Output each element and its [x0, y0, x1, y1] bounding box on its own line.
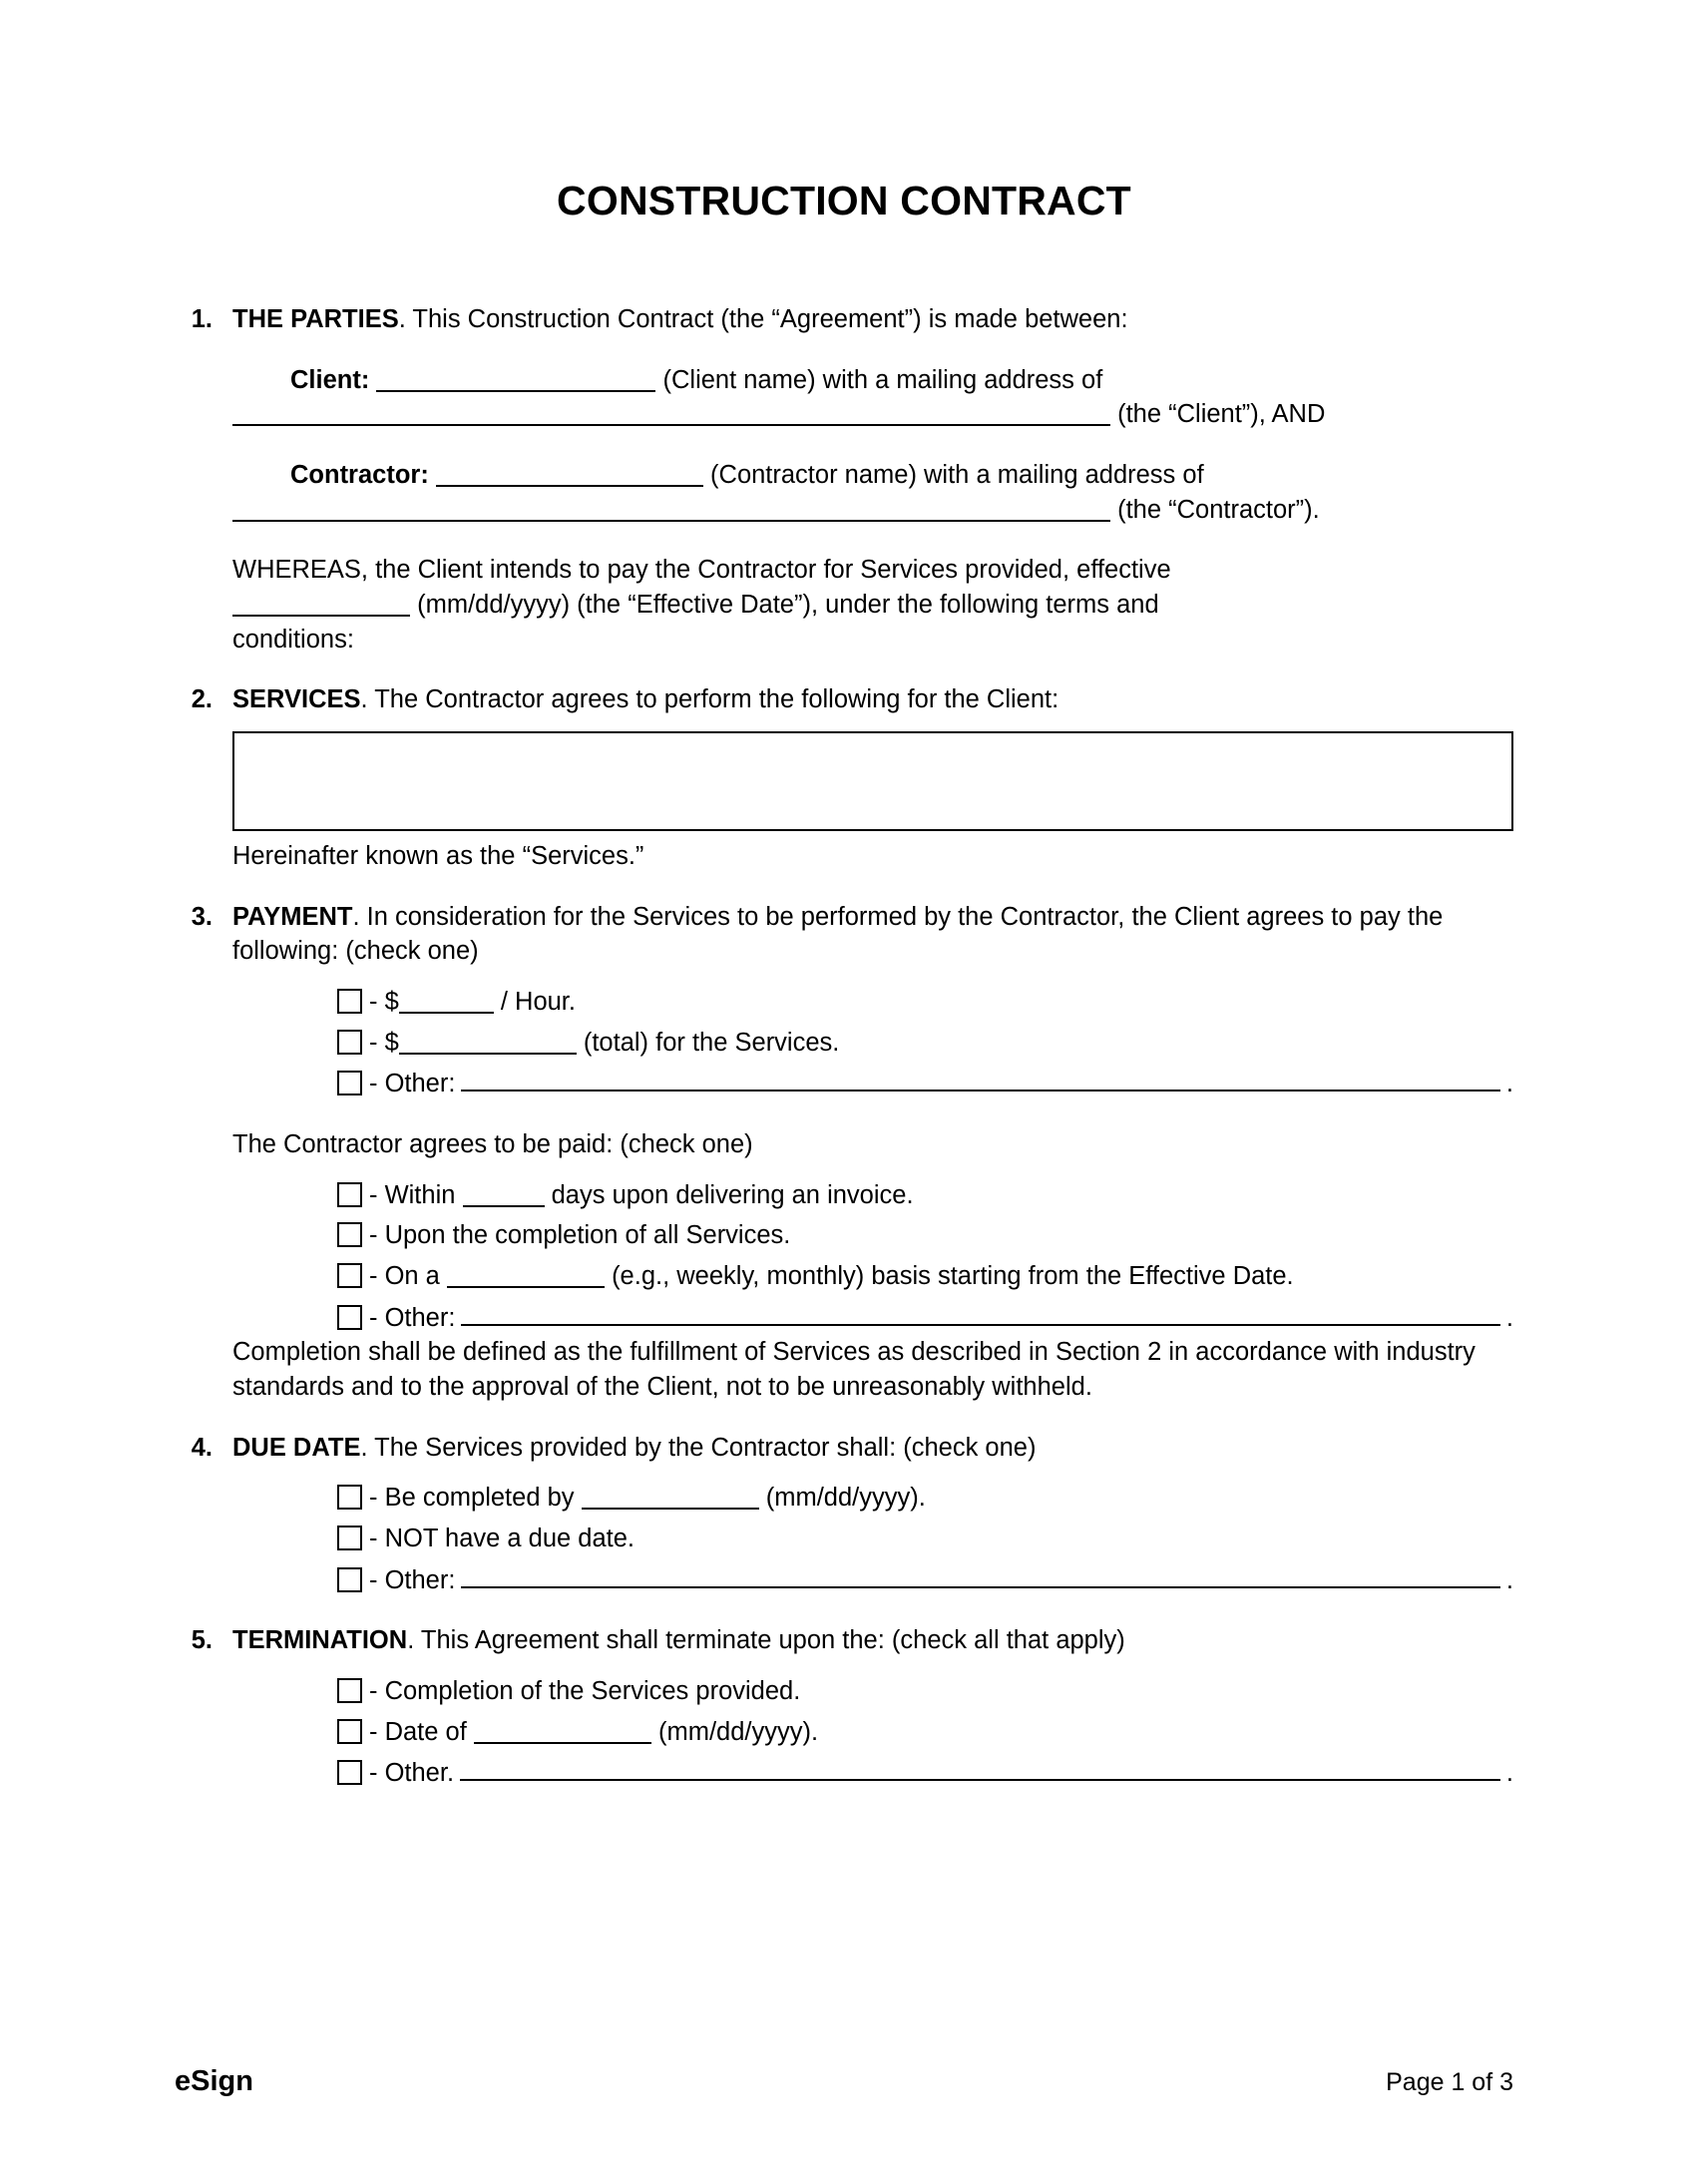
checkbox-icon[interactable]	[337, 1071, 362, 1095]
services-note: Hereinafter known as the “Services.”	[232, 842, 644, 871]
days-field[interactable]	[463, 1181, 545, 1207]
section-heading-line	[232, 1431, 1513, 1466]
paid-option-upon-completion[interactable]	[337, 1218, 1513, 1253]
section-number: 1.	[191, 305, 212, 333]
checkbox-icon[interactable]	[337, 1526, 362, 1550]
section-number: 2.	[191, 685, 212, 714]
section-due-date	[175, 1431, 1513, 1598]
section-heading: TERMINATION	[232, 1626, 408, 1655]
contractor-address-field[interactable]	[232, 496, 1110, 522]
contractor-line-2	[232, 493, 1513, 528]
option-prefix: - Other:	[369, 1303, 456, 1332]
checkbox-icon[interactable]	[337, 1030, 362, 1055]
section-heading-line	[232, 682, 1513, 717]
option-suffix: .	[1505, 1565, 1513, 1594]
section-number: 5.	[191, 1626, 212, 1655]
option-suffix: .	[1505, 1070, 1513, 1098]
checkbox-icon[interactable]	[337, 1719, 362, 1744]
section-number: 4.	[191, 1433, 212, 1462]
section-intro: . The Services provided by the Contractor shall: (check one)	[360, 1433, 1037, 1462]
due-date-field[interactable]	[582, 1484, 759, 1510]
client-block	[290, 363, 1513, 398]
payment-terms-intro: The Contractor agrees to be paid: (check one)	[232, 1130, 753, 1159]
due-date-option-completed-by[interactable]	[337, 1481, 1513, 1516]
option-prefix: - Other.	[369, 1759, 455, 1788]
section-services	[175, 682, 1513, 873]
checkbox-icon[interactable]	[337, 1678, 362, 1703]
client-name-suffix: (Client name) with a mailing address of	[662, 365, 1103, 394]
payment-option-hourly[interactable]	[337, 985, 1513, 1020]
whereas-line-1: WHEREAS, the Client intends to pay the Contractor for Services provided, effective	[232, 556, 1171, 585]
option-suffix: (mm/dd/yyyy).	[765, 1484, 926, 1513]
option-suffix: .	[1505, 1759, 1513, 1788]
client-name-field[interactable]	[376, 366, 655, 392]
section-intro: . In consideration for the Services to be performed by the Contractor, the Client agrees to pay the following: (check one)	[232, 902, 1444, 966]
due-date-option-other[interactable]	[337, 1562, 1513, 1598]
section-heading: SERVICES	[232, 685, 361, 714]
whereas-line-2	[232, 588, 1513, 623]
termination-options	[337, 1674, 1513, 1791]
paid-option-recurring[interactable]	[337, 1259, 1513, 1294]
due-date-options	[337, 1481, 1513, 1597]
contractor-name-suffix: (Contractor name) with a mailing address of	[710, 461, 1204, 490]
whereas-block	[232, 553, 1513, 656]
paid-other-field[interactable]	[461, 1300, 1499, 1326]
client-label: Client:	[290, 365, 370, 394]
document-body	[175, 302, 1513, 1791]
checkbox-icon[interactable]	[337, 1485, 362, 1510]
page-footer	[175, 2065, 1513, 2098]
option-prefix: - $	[369, 988, 399, 1017]
client-line-1	[290, 363, 1513, 398]
checkbox-icon[interactable]	[337, 1305, 362, 1330]
option-prefix: - Upon the completion of all Services.	[369, 1221, 791, 1250]
payment-option-total[interactable]	[337, 1026, 1513, 1061]
section-intro: . This Construction Contract (the “Agreement”) is made between:	[398, 305, 1128, 333]
checkbox-icon[interactable]	[337, 1222, 362, 1247]
section-number: 3.	[191, 902, 212, 931]
option-suffix: (total) for the Services.	[583, 1028, 840, 1057]
checkbox-icon[interactable]	[337, 1263, 362, 1288]
recurring-period-field[interactable]	[447, 1262, 605, 1288]
contractor-block	[290, 458, 1513, 493]
option-suffix: (e.g., weekly, monthly) basis starting from the Effective Date.	[612, 1262, 1294, 1291]
payment-option-other[interactable]	[337, 1066, 1513, 1101]
total-amount-field[interactable]	[399, 1029, 577, 1055]
effective-date-field[interactable]	[232, 591, 410, 617]
page-title: CONSTRUCTION CONTRACT	[557, 178, 1131, 223]
checkbox-icon[interactable]	[337, 1567, 362, 1592]
due-date-option-none[interactable]	[337, 1522, 1513, 1556]
termination-option-date[interactable]	[337, 1715, 1513, 1750]
paid-option-other[interactable]	[337, 1300, 1513, 1336]
option-prefix: - Other:	[369, 1070, 456, 1098]
option-prefix: - Completion of the Services provided.	[369, 1677, 801, 1706]
section-heading-line	[232, 1623, 1513, 1658]
section-heading-line	[232, 900, 1513, 969]
termination-option-other[interactable]	[337, 1755, 1513, 1791]
section-the-parties	[175, 302, 1513, 656]
payment-other-field[interactable]	[461, 1066, 1499, 1092]
option-prefix: - Date of	[369, 1717, 467, 1746]
section-intro: . The Contractor agrees to perform the following for the Client:	[360, 685, 1059, 714]
client-address-suffix: (the “Client”), AND	[1117, 400, 1326, 429]
option-suffix: days upon delivering an invoice.	[551, 1180, 914, 1209]
completion-definition: Completion shall be defined as the fulfillment of Services as described in Section 2 in accordance with industry standards and to the approval of the Client, not to be unreasonably withheld.	[232, 1338, 1476, 1402]
services-description-box[interactable]	[232, 731, 1513, 831]
option-prefix: - Within	[369, 1180, 456, 1209]
checkbox-icon[interactable]	[337, 1182, 362, 1207]
section-heading: THE PARTIES	[232, 305, 399, 333]
whereas-line-2-text: (mm/dd/yyyy) (the “Effective Date”), under the following terms and	[417, 591, 1159, 620]
option-prefix: - On a	[369, 1262, 440, 1291]
option-suffix: / Hour.	[500, 988, 576, 1017]
option-prefix: - $	[369, 1028, 399, 1057]
due-date-other-field[interactable]	[461, 1562, 1499, 1588]
option-suffix: (mm/dd/yyyy).	[657, 1717, 819, 1746]
client-line-2	[232, 397, 1513, 432]
checkbox-icon[interactable]	[337, 989, 362, 1014]
termination-option-completion[interactable]	[337, 1674, 1513, 1709]
section-heading: PAYMENT	[232, 902, 353, 931]
option-prefix: - Other:	[369, 1565, 456, 1594]
option-prefix: - Be completed by	[369, 1484, 575, 1513]
whereas-line-3: conditions:	[232, 625, 354, 654]
paid-option-within-days[interactable]	[337, 1178, 1513, 1213]
contractor-label: Contractor:	[290, 461, 429, 490]
page-number: Page 1 of 3	[1386, 2068, 1513, 2096]
section-heading-line	[232, 302, 1513, 337]
brand-logo: eSign	[175, 2065, 253, 2097]
section-heading: DUE DATE	[232, 1433, 361, 1462]
termination-other-field[interactable]	[460, 1755, 1500, 1781]
contractor-address-suffix: (the “Contractor”).	[1117, 495, 1320, 524]
section-termination	[175, 1623, 1513, 1791]
option-prefix: - NOT have a due date.	[369, 1525, 635, 1553]
payment-amount-options	[337, 985, 1513, 1101]
payment-terms-options	[337, 1178, 1513, 1336]
termination-date-field[interactable]	[474, 1718, 651, 1744]
option-suffix: .	[1505, 1303, 1513, 1332]
hourly-rate-field[interactable]	[399, 988, 494, 1014]
contractor-name-field[interactable]	[436, 461, 703, 487]
section-intro: . This Agreement shall terminate upon the: (check all that apply)	[407, 1626, 1125, 1655]
client-address-field[interactable]	[232, 400, 1110, 426]
section-payment	[175, 900, 1513, 1405]
checkbox-icon[interactable]	[337, 1760, 362, 1785]
contractor-line-1	[290, 458, 1513, 493]
